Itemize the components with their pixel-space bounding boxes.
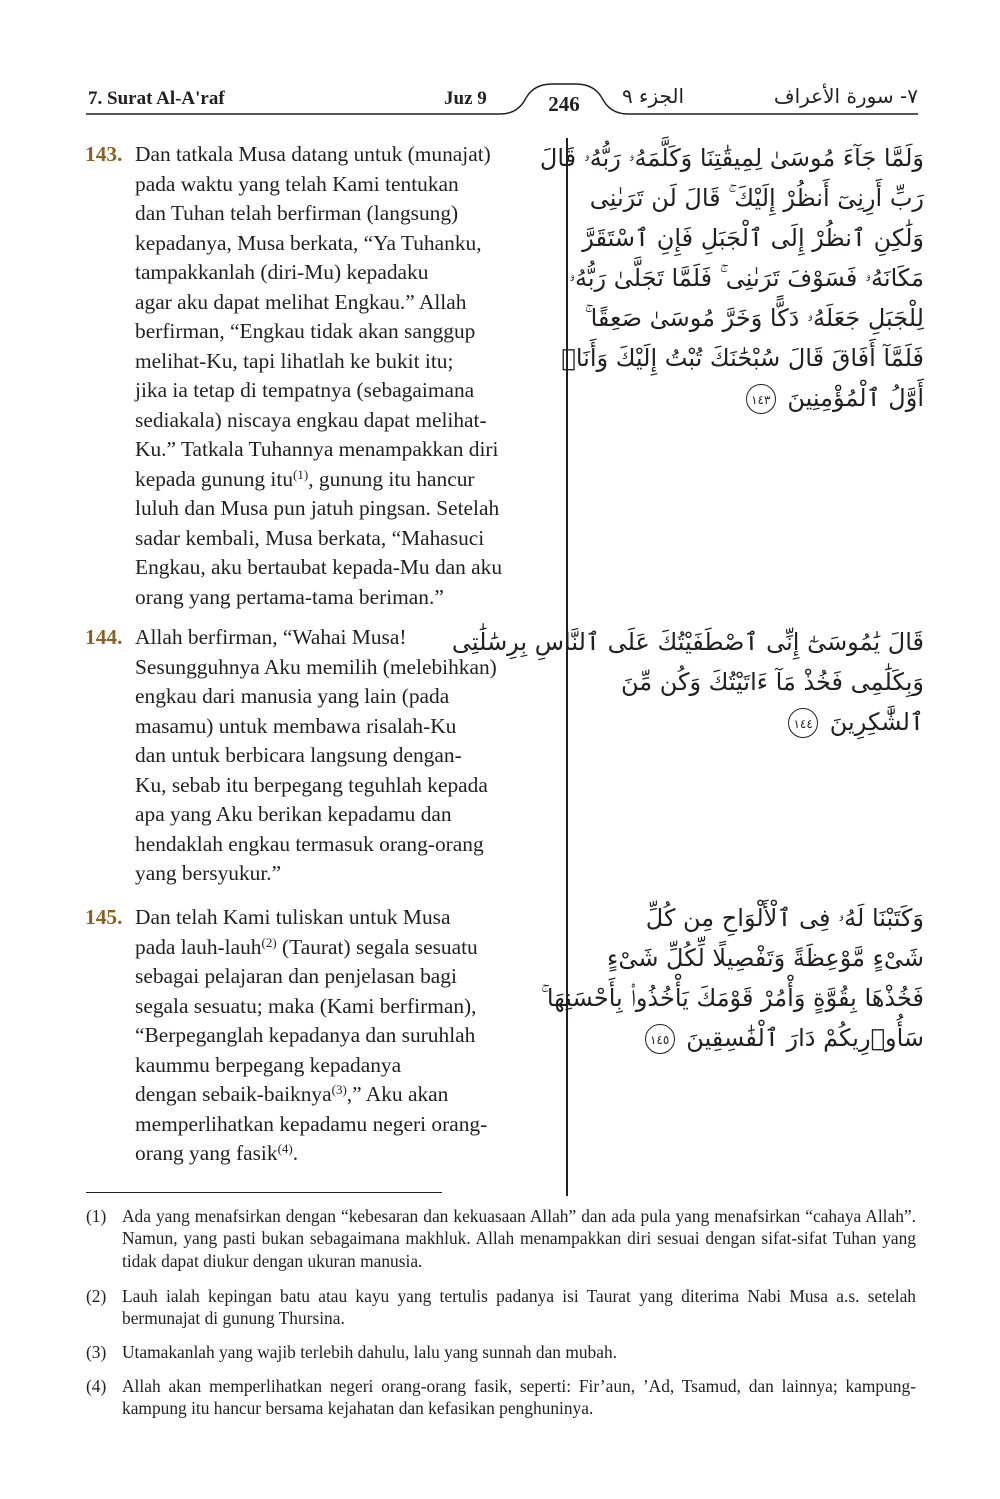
arabic-line: رَبِّ أَرِنِىٓ أَنظُرْ إِلَيْكَ ۚ قَالَ لَن تَرَىٰنِى [589,184,924,212]
footnote-1 [86,1205,916,1272]
ayah-end-marker: ١٤٣ [746,384,776,414]
footnote-separator [86,1192,442,1193]
verse-line: Dan telah Kami tuliskan untuk Musa [135,905,451,929]
verse-143-translation [85,140,560,612]
verse-line: hendaklah engkau termasuk orang-orang [135,831,484,856]
verse-line: masamu) untuk membawa risalah-Ku [135,713,457,738]
verse-line: kaummu berpegang kepadanya [135,1052,402,1077]
verse-line [85,933,560,963]
verse-line: sebagai pelajaran dan penjelasan bagi [135,964,457,988]
footnote-text: Utamakanlah yang wajib terlebih dahulu, lalu yang sunnah dan mubah. [122,1342,618,1362]
arabic-line [586,702,924,742]
verse-line: yang bersyukur.” [135,861,282,885]
verse-text: pada lauh-lauh [135,934,262,959]
footnote-number: (1) [86,1206,107,1226]
verse-text: dengan sebaik-baiknya [135,1082,332,1106]
verse-text: (Taurat) segala sesuatu [276,934,478,959]
surah-name-latin: 7. Surat Al-A'raf [88,88,225,109]
arabic-line: وَكَتَبْنَا لَهُۥ فِى ٱلْأَلْوَاحِ مِن كُلِّ [645,904,924,932]
verse-text: . [292,1141,299,1165]
verse-line [85,1139,560,1169]
verse-text: kepada gunung itu [135,466,294,491]
footnote-ref-2[interactable]: (2) [261,934,277,950]
arabic-line: شَىْءٍ مَّوْعِظَةً وَتَفْصِيلًا لِّكُلِّ شَىْءٍ [607,944,924,972]
ayah-end-marker: ١٤٤ [788,708,818,738]
juz-label-arabic: الجزء ٩ [621,84,685,108]
arabic-text: سَأُو۟رِيكُمْ دَارَ ٱلْفَٰسِقِينَ [686,1024,924,1052]
footnote-ref-3[interactable]: (3) [331,1082,347,1097]
verse-text: , gunung itu hancur [308,466,475,491]
verse-line [85,465,560,495]
verse-line: segala sesuatu; maka (Kami berfirman), [135,993,477,1018]
footnote-number: (4) [86,1376,107,1396]
verse-number: 145. [85,905,123,929]
verse-number: 143. [85,142,123,166]
surah-name-arabic: ٧- سورة الأعراف [773,84,918,108]
arabic-line: وَلَمَّا جَآءَ مُوسَىٰ لِمِيقَٰتِنَا وَكَلَّمَهُۥ رَبُّهُۥ قَالَ [539,144,924,172]
footnote-text: Allah akan memperlihatkan negeri orang-orang fasik, seperti: Fir’aun, ’Ad, Tsamud, dan lainnya; kampung-kampung itu hancur bersama kejahatan dan kefasikan penghuninya. [122,1376,916,1419]
verse-line: dan Tuhan telah berfirman (langsung) [135,201,459,225]
arabic-text: ٱلشَّٰكِرِينَ [829,708,924,736]
arabic-line: مَكَانَهُۥ فَسَوْفَ تَرَىٰنِى ۚ فَلَمَّا تَجَلَّىٰ رَبُّهُۥ [569,264,924,292]
verse-144-translation [85,623,560,889]
verse-144-arabic [451,622,924,742]
arabic-line: لِلْجَبَلِ جَعَلَهُۥ دَكًّا وَخَرَّ مُوسَىٰ صَعِقًا ۚ [584,304,924,332]
verse-line: “Berpeganglah kepadanya dan suruhlah [135,1023,476,1047]
verse-line: Allah berfirman, “Wahai Musa! [135,625,407,649]
footnote-number: (3) [86,1342,107,1362]
footnote-text: Ada yang menafsirkan dengan “kebesaran dan kekuasaan Allah” dan ada pula yang menafsirkan “cahaya Allah”. Namun, yang pasti bukan sebagaimana makhluk. Allah menampakkan diri sesuai dengan sifat-sifat Tuhan yang tidak dapat diukur dengan ukuran manusia. [122,1206,916,1271]
verse-line: Sesungguhnya Aku memilih (melebihkan) [135,654,497,679]
verse-line: Ku.” Tatkala Tuhannya menampakkan diri [135,437,499,461]
verse-line: jika ia tetap di tempatnya (sebagaimana [135,378,475,402]
verse-line: orang yang pertama-tama beriman.” [135,584,444,609]
verse-line: memperlihatkan kepadamu negeri orang- [135,1111,488,1136]
juz-label-latin: Juz 9 [444,88,487,109]
verse-line: engkau dari manusia yang lain (pada [135,684,450,708]
verse-line: Ku, sebab itu berpegang teguhlah kepada [135,772,488,797]
footnote-text: Lauh ialah kepingan batu atau kayu yang tertulis padanya isi Taurat yang diterima Nabi Musa a.s. setelah bermunajat di gunung Thursina. [122,1286,916,1329]
verse-text: orang yang fasik [135,1141,278,1165]
arabic-line: قَالَ يَٰمُوسَىٰٓ إِنِّى ٱصْطَفَيْتُكَ عَلَى ٱلنَّاسِ بِرِسَٰلَٰتِى [451,628,924,656]
verse-line [85,1080,560,1110]
column-divider [566,138,568,1196]
verse-line: sadar kembali, Musa berkata, “Mahasuci [135,525,485,550]
arabic-line [586,1018,924,1058]
footnote-3 [86,1341,916,1363]
verse-line: kepadanya, Musa berkata, “Ya Tuhanku, [135,230,482,255]
verse-text: ,” Aku akan [346,1082,449,1106]
footnote-ref-1[interactable]: (1) [293,466,309,482]
verse-line: melihat-Ku, tapi lihatlah ke bukit itu; [135,348,454,373]
verse-line: tampakkanlah (diri-Mu) kepadaku [135,260,429,284]
verse-line: Dan tatkala Musa datang untuk (munajat) [135,142,491,166]
verse-line: agar aku dapat melihat Engkau.” Allah [135,289,467,314]
arabic-text: أَوَّلُ ٱلْمُؤْمِنِينَ [787,384,924,412]
footnote-ref-4[interactable]: (4) [277,1141,293,1156]
footnote-2 [86,1285,916,1330]
verse-line: pada waktu yang telah Kami tentukan [135,171,459,196]
arabic-line: وَلَٰكِنِ ٱنظُرْ إِلَى ٱلْجَبَلِ فَإِنِ ٱسْتَقَرَّ [582,224,924,252]
arabic-line [586,378,924,418]
footnote-number: (2) [86,1286,107,1306]
arabic-line: وَبِكَلَٰمِى فَخُذْ مَآ ءَاتَيْتُكَ وَكُن مِّنَ [621,668,924,696]
verse-number: 144. [85,625,123,649]
verse-145-arabic [540,898,924,1058]
ayah-end-marker: ١٤٥ [645,1024,675,1054]
verse-line: sediakala) niscaya engkau dapat melihat- [135,407,487,432]
verse-line: luluh dan Musa pun jatuh pingsan. Setelah [135,496,500,520]
verse-145-translation [85,903,560,1169]
verse-line: dan untuk berbicara langsung dengan- [135,743,462,767]
verse-line: Engkau, aku bertaubat kepada-Mu dan aku [135,555,503,579]
verse-line: apa yang Aku berikan kepadamu dan [135,802,452,826]
page-number: 246 [548,92,580,116]
header-rule [0,0,1000,140]
verse-line: berfirman, “Engkau tidak akan sanggup [135,319,476,343]
arabic-line: فَلَمَّآ أَفَاقَ قَالَ سُبْحَٰنَكَ تُبْتُ إِلَيْكَ وَأَنَا۠ [561,344,924,372]
verse-143-arabic [539,138,924,418]
footnote-4 [86,1375,916,1420]
arabic-line: فَخُذْهَا بِقُوَّةٍ وَأْمُرْ قَوْمَكَ يَأْخُذُوا۟ بِأَحْسَنِهَا ۚ [540,984,924,1012]
